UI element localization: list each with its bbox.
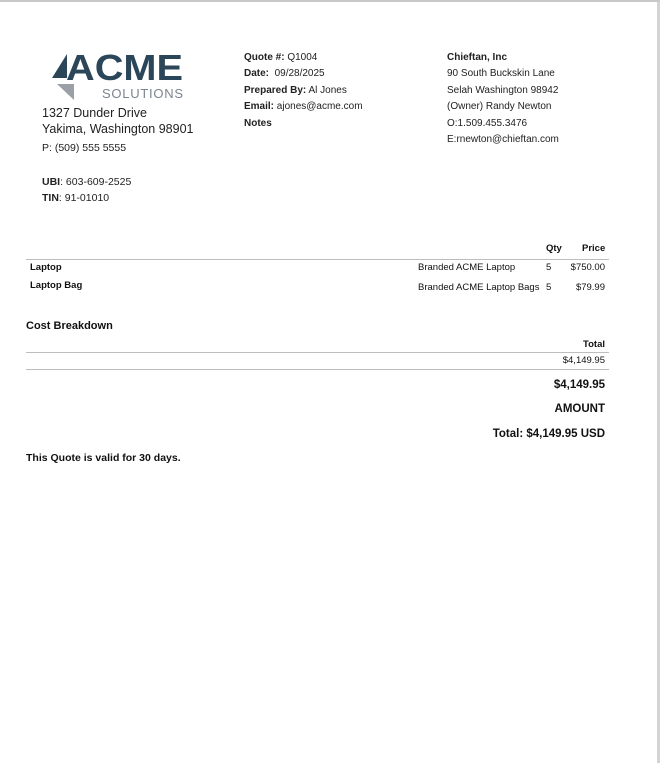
quote-email	[244, 99, 363, 115]
quote-info	[244, 50, 363, 132]
company-tin	[42, 190, 131, 206]
item-price: $79.99	[575, 282, 605, 293]
email-value: ajones@acme.com	[274, 101, 363, 113]
customer-contact: (Owner) Randy Newton	[447, 101, 552, 113]
quote-date-value: 09/28/2025	[269, 68, 325, 80]
company-ubi	[42, 174, 131, 190]
items-table-header	[26, 242, 609, 260]
prepared-by-label: Prepared By:	[244, 84, 307, 96]
summary-amount-label: AMOUNT	[554, 403, 605, 415]
cost-breakdown-header	[26, 338, 609, 353]
quote-validity-note: This Quote is valid for 30 days.	[26, 452, 181, 464]
acme-logo-graphic	[52, 48, 187, 102]
quote-number-value: Q1004	[284, 52, 318, 63]
summary-subtotal: $4,149.95	[553, 379, 605, 391]
cost-header-total: Total	[583, 339, 605, 350]
quote-number	[244, 50, 363, 66]
logo-sub-text: SOLUTIONS	[102, 86, 183, 101]
customer-address-line1: 90 South Buckskin Lane	[447, 68, 555, 80]
prepared-by-value: Al Jones	[306, 84, 347, 96]
acme-logo	[52, 48, 187, 102]
cost-breakdown-title: Cost Breakdown	[26, 320, 113, 332]
items-header-qty: Qty	[546, 243, 562, 254]
ubi-value: : 603-609-2525	[60, 176, 132, 188]
customer-address-line2: Selah Washington 98942	[447, 84, 559, 96]
logo-main-text: ACME	[66, 48, 183, 88]
company-address-line2: Yakima, Washington 98901	[42, 122, 194, 136]
item-qty: 5	[546, 262, 552, 273]
summary-grand-total: Total: $4,149.95 USD	[492, 428, 605, 440]
quote-number-label: Quote #:	[244, 52, 285, 63]
table-row	[26, 280, 609, 298]
item-qty: 5	[546, 282, 552, 293]
customer-name: Chieftan, Inc	[447, 52, 508, 63]
quote-date-label: Date:	[244, 68, 270, 80]
customer-email: E:rnewton@chieftan.com	[447, 134, 559, 146]
tin-label: TIN	[42, 192, 59, 204]
company-phone: P: (509) 555 5555	[42, 142, 127, 154]
quote-notes	[244, 116, 363, 132]
customer-info	[447, 50, 559, 148]
ubi-label: UBI	[42, 176, 61, 188]
item-name: Laptop Bag	[30, 280, 83, 291]
customer-office-phone: O:1.509.455.3476	[447, 117, 528, 129]
company-ids	[42, 174, 131, 206]
email-label: Email:	[244, 101, 275, 113]
item-name: Laptop	[30, 262, 62, 273]
quote-date	[244, 66, 363, 82]
company-address	[42, 105, 193, 137]
item-description: Branded ACME Laptop	[418, 262, 516, 273]
table-row	[26, 262, 609, 280]
quote-prepared-by	[244, 83, 363, 99]
tin-value: : 91-01010	[58, 192, 110, 204]
cost-breakdown-row	[26, 354, 609, 370]
cost-total-value: $4,149.95	[562, 355, 605, 366]
item-price: $750.00	[570, 262, 605, 273]
company-address-line1: 1327 Dunder Drive	[42, 106, 147, 120]
item-description: Branded ACME Laptop Bags	[418, 282, 540, 293]
items-header-price: Price	[582, 243, 606, 254]
notes-label: Notes	[244, 117, 272, 129]
